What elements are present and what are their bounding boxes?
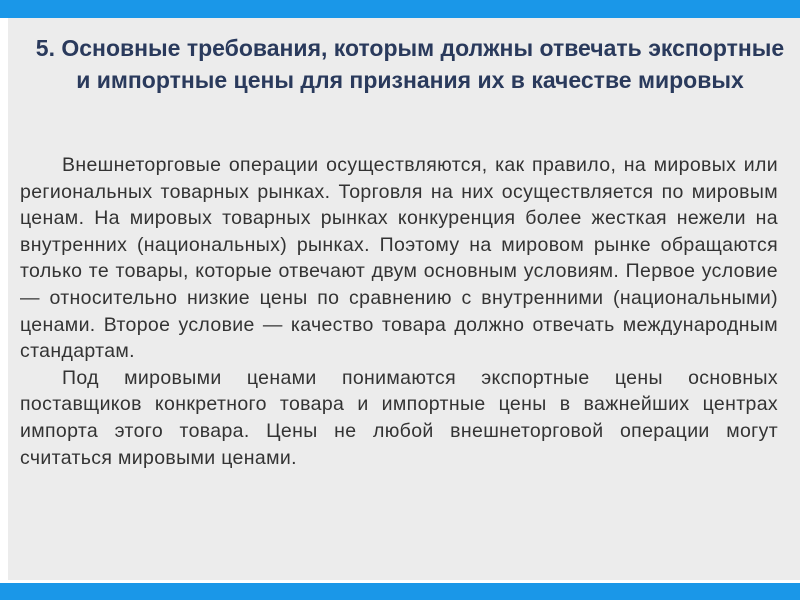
- slide-title: 5. Основные требования, которым должны отвечать экспортные и импортные цены для признания их в качестве мировых: [35, 35, 785, 93]
- bottom-accent-bar: [0, 583, 800, 600]
- body-paragraph: Внешнеторговые операции осуществляются, как правило, на мировых или региональных товарных рынках. Торговля на них осуществляется по мировым ценам. На мировых товарных рынках конкуренция более жесткая нежели на внутренних (национальных) рынках. Поэтому на мировом рынке обращаются только те товары, которые отвечают двум основным условиям. Первое условие — относительно низкие цены по сравнению с внутренними (национальными) ценами. Второе условие — качество товара должно отвечать международным стандартам.: [20, 154, 778, 363]
- top-accent-bar: [0, 0, 800, 18]
- body-paragraph: Под мировыми ценами понимаются экспортные цены основных поставщиков конкретного товара и импортные цены в важнейших центрах импорта этого товара. Цены не любой внешнеторговой операции могут считаться мировыми ценами.: [20, 366, 778, 469]
- slide-body: [20, 152, 778, 471]
